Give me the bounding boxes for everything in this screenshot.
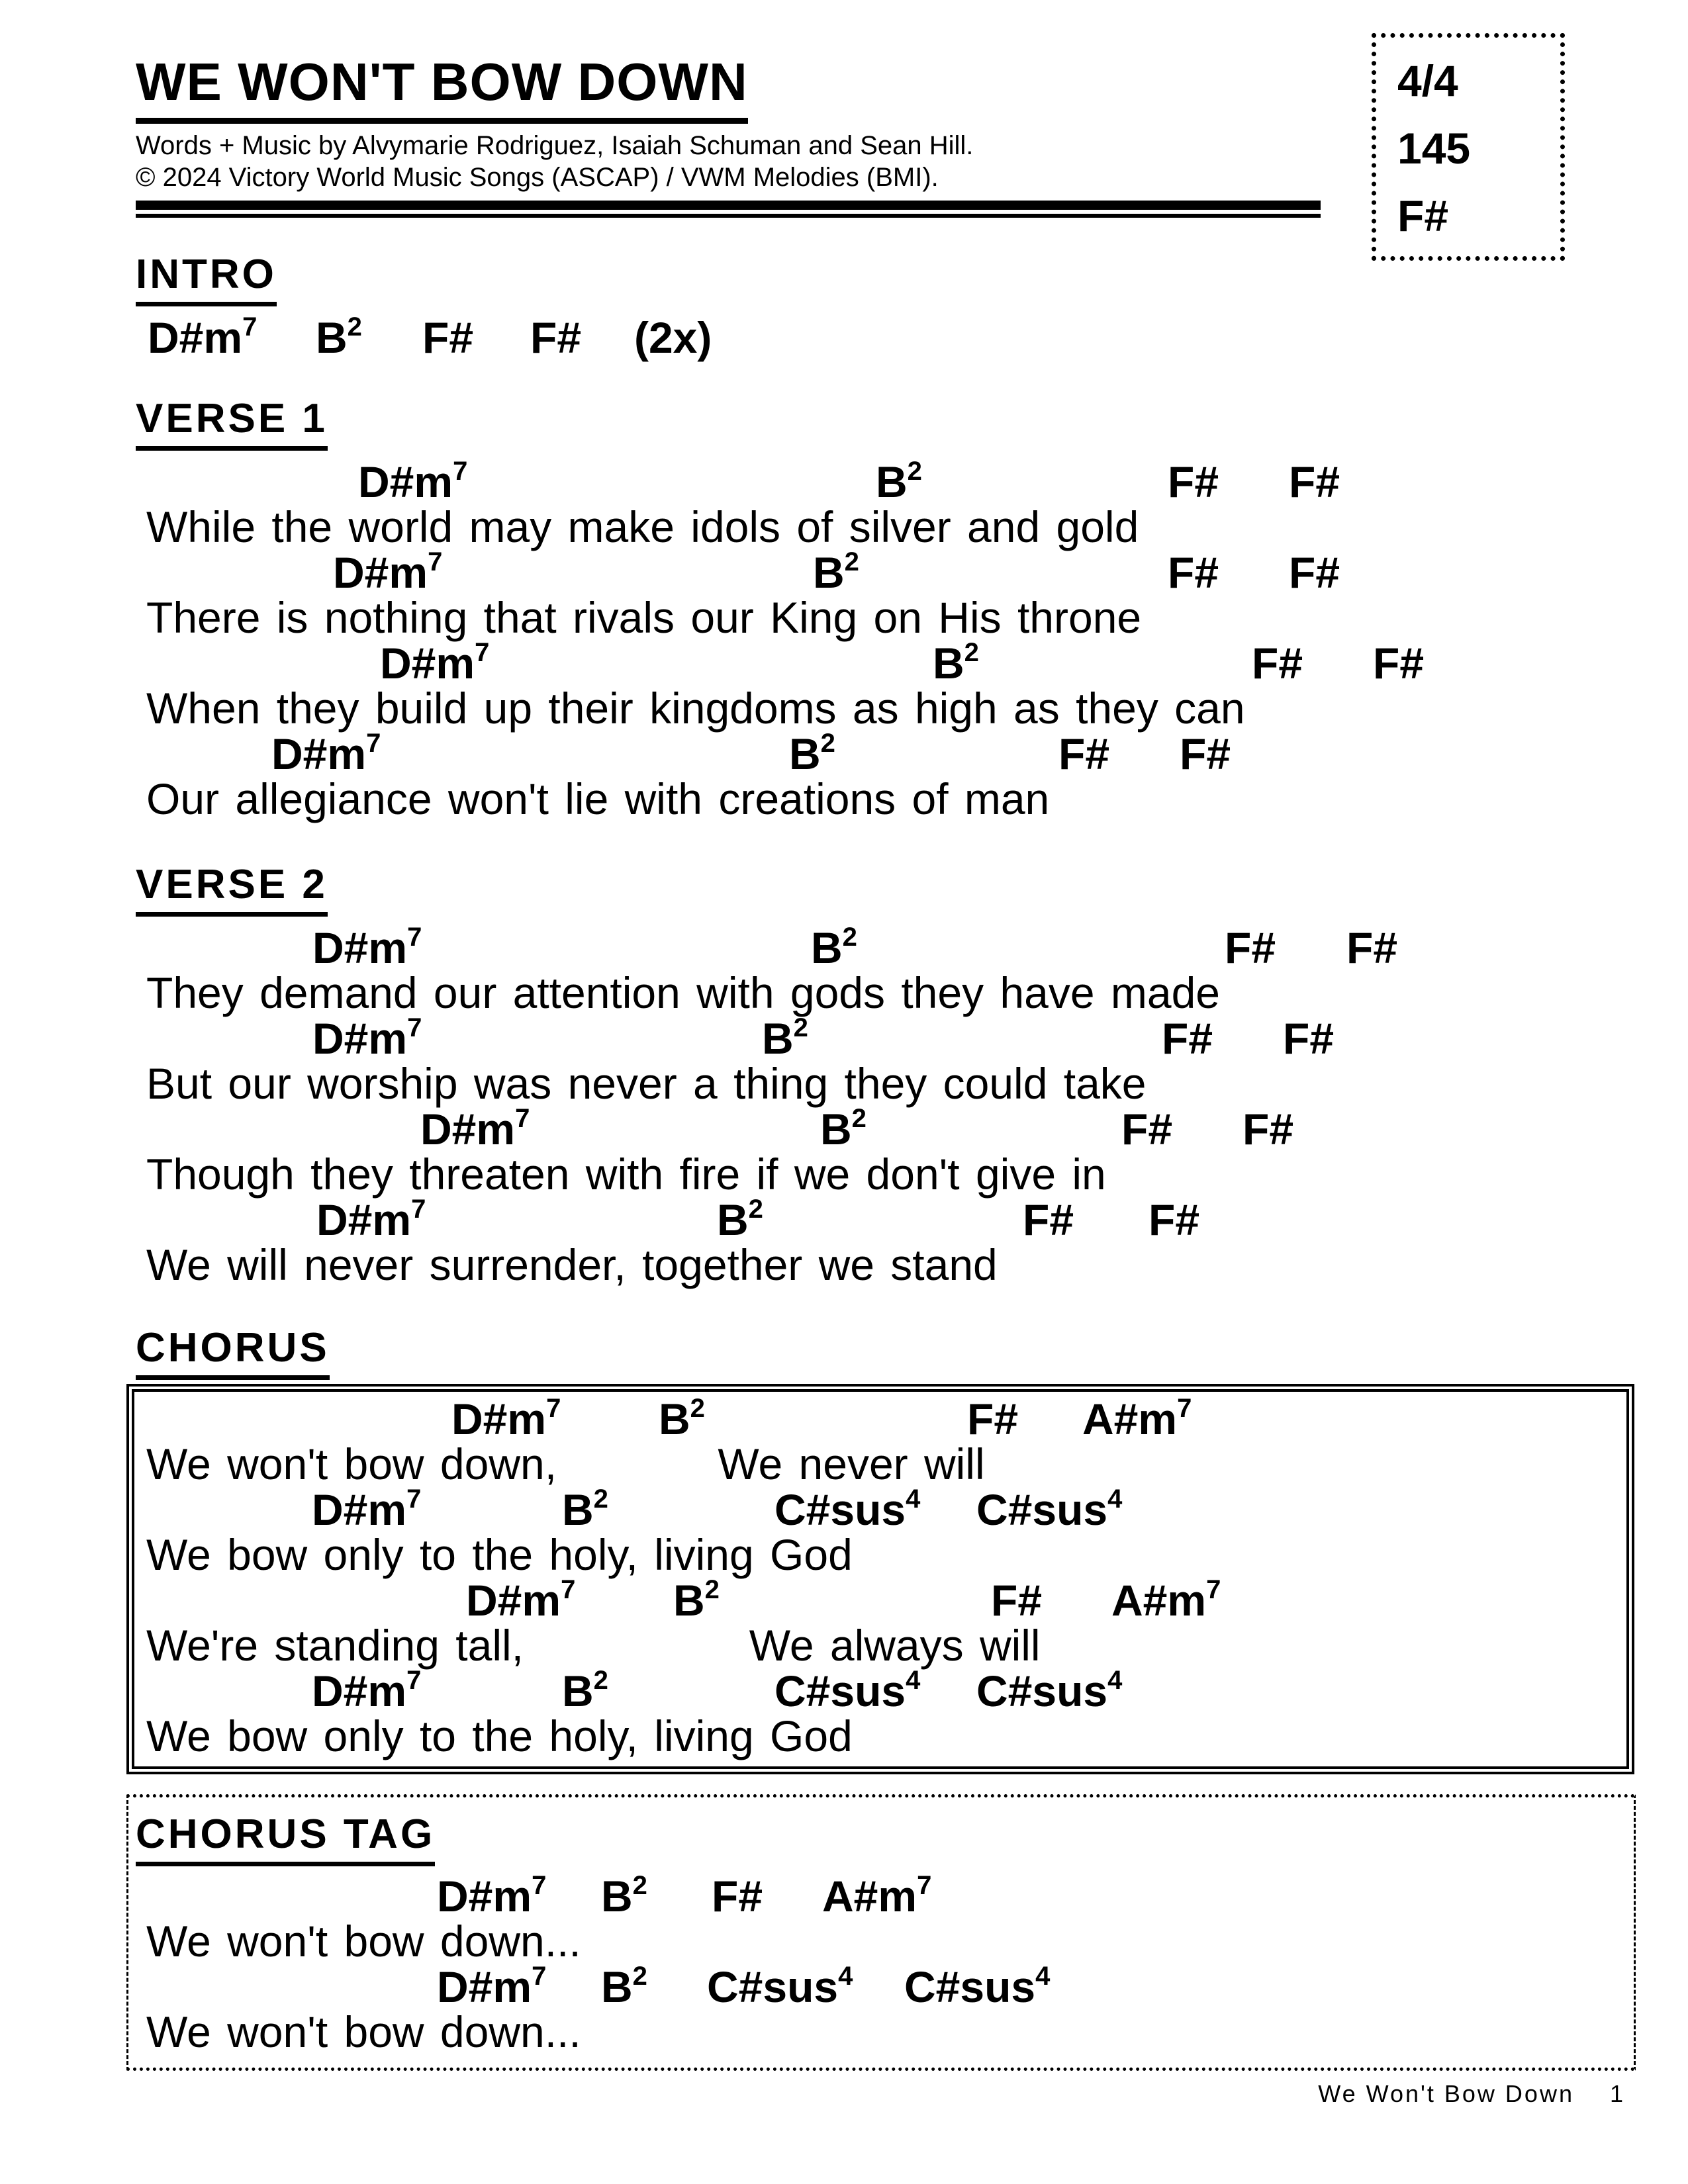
section-body-intro (136, 312, 1625, 362)
chord-root: D#m (358, 457, 453, 506)
chord-quality-superscript: 4 (1035, 1962, 1051, 1991)
chord-root: A#m (822, 1872, 917, 1921)
chord (1283, 1014, 1335, 1063)
chord-root: F# (422, 313, 474, 362)
chord (1082, 1394, 1192, 1443)
chord-root: B (789, 729, 821, 778)
chord-line (136, 1962, 1634, 2011)
chord (312, 1666, 422, 1715)
chord-root: B (562, 1485, 594, 1534)
chord (333, 547, 443, 597)
chord (601, 1962, 647, 2011)
chord-root: C#sus (774, 1666, 906, 1715)
lyric-line: While the world may make idols of silver and gold (146, 502, 1139, 551)
chord-quality-superscript: 4 (906, 1484, 921, 1514)
chord-root: F# (1373, 639, 1425, 688)
chord-line (136, 457, 1625, 506)
chord-root: B (659, 1394, 690, 1443)
chord-root: D#m (466, 1576, 561, 1625)
chord (312, 1484, 422, 1534)
chord (1023, 1195, 1074, 1244)
chord-root: D#m (312, 1485, 407, 1534)
lyric-line: We won't bow down... (146, 1917, 581, 1966)
chord-quality-superscript: 2 (748, 1195, 763, 1224)
chord-quality-superscript: 4 (1107, 1666, 1123, 1695)
chord-quality-superscript: 2 (964, 638, 979, 667)
chord-quality-superscript: 2 (593, 1666, 608, 1695)
copyright-line: © 2024 Victory World Music Songs (ASCAP) / VWM Melodies (BMI). (136, 163, 939, 192)
lyric-line: When they build up their kingdoms as high as they can (146, 684, 1245, 733)
chord-root: B (933, 639, 964, 688)
chord (933, 638, 979, 688)
header-rule-thick (136, 201, 1321, 210)
chord-root: F# (1023, 1195, 1074, 1244)
chorus-box (126, 1384, 1634, 1774)
chord-quality-superscript: 7 (428, 547, 443, 576)
chord-line (136, 1666, 1626, 1715)
chord-quality-superscript: 7 (407, 1013, 422, 1042)
chord (466, 1575, 576, 1625)
song-key: F# (1397, 191, 1449, 240)
chord-line (136, 1195, 1625, 1244)
chord-quality-superscript: 7 (475, 638, 490, 667)
chord-root: C#sus (707, 1962, 839, 2011)
chord-root: C#sus (976, 1666, 1108, 1715)
chord (530, 313, 582, 362)
chord (1346, 923, 1398, 972)
chord (822, 1871, 932, 1921)
lyric-line: They demand our attention with gods they have made (146, 968, 1220, 1017)
chord-root: A#m (1082, 1394, 1178, 1443)
chord-quality-superscript: 2 (844, 547, 859, 576)
chord-root: B (601, 1872, 633, 1921)
chord (876, 457, 922, 506)
chord (774, 1484, 921, 1534)
chord-root: F# (1162, 1014, 1213, 1063)
byline: Words + Music by Alvymarie Rodriguez, Isaiah Schuman and Sean Hill. (136, 131, 974, 160)
lyric-line: We're standing tall, We always will (146, 1621, 1041, 1670)
chord-line (136, 1871, 1634, 1921)
header-rule (136, 201, 1321, 218)
chord-root: F# (1168, 457, 1219, 506)
lyric-line: We won't bow down, We never will (146, 1439, 985, 1488)
chord (562, 1484, 608, 1534)
chord-root: D#m (451, 1394, 547, 1443)
section-heading-intro (136, 251, 1625, 306)
chord-root: F# (1121, 1105, 1173, 1154)
chord-root: F# (712, 1872, 763, 1921)
page-footer (136, 2080, 1625, 2108)
page-number: 1 (1609, 2080, 1625, 2107)
chord (717, 1195, 763, 1244)
chord-root: D#m (271, 729, 367, 778)
chord-quality-superscript: 2 (593, 1484, 608, 1514)
chord-root: F# (1289, 548, 1340, 597)
chord-quality-superscript: 2 (851, 1104, 867, 1133)
chord (712, 1872, 763, 1921)
chord (1121, 1105, 1173, 1154)
lyric-line: We bow only to the holy, living God (146, 1711, 853, 1760)
time-signature: 4/4 (1397, 56, 1458, 105)
chord-line (136, 1484, 1626, 1534)
tempo-bpm: 145 (1397, 124, 1471, 173)
chorus-tag-box (126, 1794, 1636, 2071)
chord (148, 312, 258, 362)
lyric-line: We bow only to the holy, living God (146, 1530, 853, 1579)
chord-root: D#m (148, 313, 243, 362)
chord-root: F# (1289, 457, 1340, 506)
chord (1111, 1575, 1221, 1625)
chord-quality-superscript: 2 (632, 1962, 647, 1991)
chord-quality-superscript: 4 (906, 1666, 921, 1695)
chord-quality-superscript: 7 (917, 1871, 932, 1900)
chord-quality-superscript: 7 (532, 1962, 547, 1991)
chord (1225, 923, 1276, 972)
chord-line (136, 923, 1625, 972)
chord-root: C#sus (904, 1962, 1036, 2011)
chord (380, 638, 490, 688)
chord-root: F# (1283, 1014, 1335, 1063)
chord-root: F# (530, 313, 582, 362)
chord (601, 1871, 647, 1921)
chord-quality-superscript: 2 (704, 1575, 720, 1604)
chord (1149, 1195, 1200, 1244)
chord (437, 1871, 547, 1921)
chord-root: F# (1168, 548, 1219, 597)
chord-root: C#sus (774, 1485, 906, 1534)
chord-root: F# (1346, 923, 1398, 972)
chord (316, 1195, 426, 1244)
section-heading-text: VERSE 1 (136, 395, 328, 451)
chord-root: D#m (312, 1666, 407, 1715)
chord-quality-superscript: 7 (561, 1575, 576, 1604)
chord-quality-superscript: 2 (347, 312, 362, 341)
page-content (136, 52, 1625, 2108)
chord (904, 1962, 1051, 2011)
chord-root: B (820, 1105, 852, 1154)
chord-quality-superscript: 7 (406, 1666, 422, 1695)
section-chorus-tag (136, 1794, 1625, 2071)
lyric-line: But our worship was never a thing they could take (146, 1059, 1147, 1108)
section-body-verse-2 (136, 923, 1625, 1290)
chord-root: D#m (312, 1014, 408, 1063)
chord-root: F# (991, 1576, 1043, 1625)
section-heading-text: CHORUS (136, 1324, 330, 1380)
chord-root: C#sus (976, 1485, 1108, 1534)
chord (312, 923, 422, 972)
chord-line (136, 729, 1625, 778)
chord-quality-superscript: 7 (453, 457, 468, 486)
chord (1058, 729, 1110, 778)
page-header (136, 52, 1625, 218)
section-heading-chorus-tag (136, 1811, 1634, 1866)
chord (811, 923, 857, 972)
chord-root: D#m (437, 1962, 532, 2011)
chord (1373, 639, 1425, 688)
chord (1243, 1105, 1294, 1154)
section-body-verse-1 (136, 457, 1625, 824)
section-verse-1 (136, 395, 1625, 824)
chord-quality-superscript: 7 (406, 1484, 422, 1514)
chord (312, 1013, 422, 1063)
chord (1180, 729, 1231, 778)
chord-root: B (717, 1195, 749, 1244)
chord (1168, 548, 1219, 597)
chord (813, 547, 859, 597)
chord-line (136, 312, 1625, 362)
chord (437, 1962, 547, 2011)
chord-line (136, 1013, 1625, 1063)
section-chorus (136, 1324, 1625, 1774)
section-heading-chorus (136, 1324, 1625, 1380)
section-heading-text: VERSE 2 (136, 861, 328, 917)
section-verse-2 (136, 861, 1625, 1290)
chord-root: D#m (437, 1872, 532, 1921)
chord (1162, 1014, 1213, 1063)
chord-quality-superscript: 2 (793, 1013, 808, 1042)
chord-line (136, 1104, 1625, 1154)
chord-root: D#m (312, 923, 408, 972)
chord (420, 1104, 530, 1154)
chord (358, 457, 468, 506)
chord-root: D#m (333, 548, 428, 597)
chord-quality-superscript: 7 (411, 1195, 426, 1224)
chord-root: B (316, 313, 348, 362)
chord-root: F# (1058, 729, 1110, 778)
lyric-line: Though they threaten with fire if we don't give in (146, 1150, 1106, 1199)
chord (451, 1394, 561, 1443)
chord-quality-superscript: 7 (407, 923, 422, 952)
chord-root: B (811, 923, 843, 972)
song-title (136, 52, 1625, 124)
chord (1252, 639, 1303, 688)
chord (422, 313, 474, 362)
chord (562, 1666, 608, 1715)
chord-root: D#m (316, 1195, 412, 1244)
section-body-chorus (136, 1394, 1626, 1761)
song-title-text: WE WON'T BOW DOWN (136, 52, 748, 124)
chord (1289, 457, 1340, 506)
chord (976, 1484, 1123, 1534)
section-heading-verse-1 (136, 395, 1625, 451)
chord (967, 1394, 1019, 1443)
chord (659, 1394, 705, 1443)
chord-root: F# (1225, 923, 1276, 972)
chord-quality-superscript: 7 (546, 1394, 561, 1423)
chord-root: B (762, 1014, 794, 1063)
section-heading-verse-2 (136, 861, 1625, 917)
chord (673, 1575, 720, 1625)
chord-root: B (673, 1576, 705, 1625)
chord-quality-superscript: 4 (1107, 1484, 1123, 1514)
chord (707, 1962, 853, 2011)
chord (271, 729, 381, 778)
chord-quality-superscript: 7 (532, 1871, 547, 1900)
chord (762, 1013, 808, 1063)
chord-line (136, 1575, 1626, 1625)
chord-line (136, 638, 1625, 688)
section-intro (136, 251, 1625, 362)
chord-root: B (601, 1962, 633, 2011)
chord-root: D#m (380, 639, 475, 688)
chord (1168, 457, 1219, 506)
chord-root: A#m (1111, 1576, 1207, 1625)
lyric-line: We will never surrender, together we stand (146, 1240, 998, 1289)
chord-root: D#m (420, 1105, 516, 1154)
chord-quality-superscript: 4 (838, 1962, 853, 1991)
chord-quality-superscript: 2 (842, 923, 857, 952)
chord-quality-superscript: 7 (515, 1104, 530, 1133)
lyric-line: We won't bow down... (146, 2007, 581, 2056)
chord-root: F# (967, 1394, 1019, 1443)
chord (634, 313, 712, 362)
section-body-chorus-tag (136, 1871, 1634, 2057)
chord-line (136, 1394, 1626, 1443)
chord-quality-superscript: 2 (632, 1871, 647, 1900)
chord (991, 1576, 1043, 1625)
footer-song-title: We Won't Bow Down (1318, 2080, 1574, 2107)
chord (820, 1104, 867, 1154)
section-heading-text: INTRO (136, 251, 277, 306)
chord-quality-superscript: 7 (366, 729, 381, 758)
chord (789, 729, 835, 778)
chord-root: F# (1180, 729, 1231, 778)
chord-quality-superscript: 2 (820, 729, 835, 758)
chord-root: F# (1149, 1195, 1200, 1244)
chord-root: F# (1252, 639, 1303, 688)
chord-quality-superscript: 2 (907, 457, 922, 486)
chord-line (136, 547, 1625, 597)
chord-root: B (876, 457, 908, 506)
chord-quality-superscript: 7 (1177, 1394, 1192, 1423)
chord-quality-superscript: 7 (242, 312, 258, 341)
chord-quality-superscript: 7 (1206, 1575, 1221, 1604)
chord (774, 1666, 921, 1715)
chord-quality-superscript: 2 (690, 1394, 705, 1423)
chord (1289, 548, 1340, 597)
chord-root: B (813, 548, 845, 597)
header-rule-thin (136, 214, 1321, 218)
chord-root: B (562, 1666, 594, 1715)
chord (316, 312, 362, 362)
chord (976, 1666, 1123, 1715)
chord-root: F# (1243, 1105, 1294, 1154)
section-heading-text: CHORUS TAG (136, 1811, 435, 1866)
chord-root: (2x) (634, 313, 712, 362)
lyric-line: There is nothing that rivals our King on His throne (146, 593, 1142, 642)
lyric-line: Our allegiance won't lie with creations of man (146, 774, 1050, 823)
